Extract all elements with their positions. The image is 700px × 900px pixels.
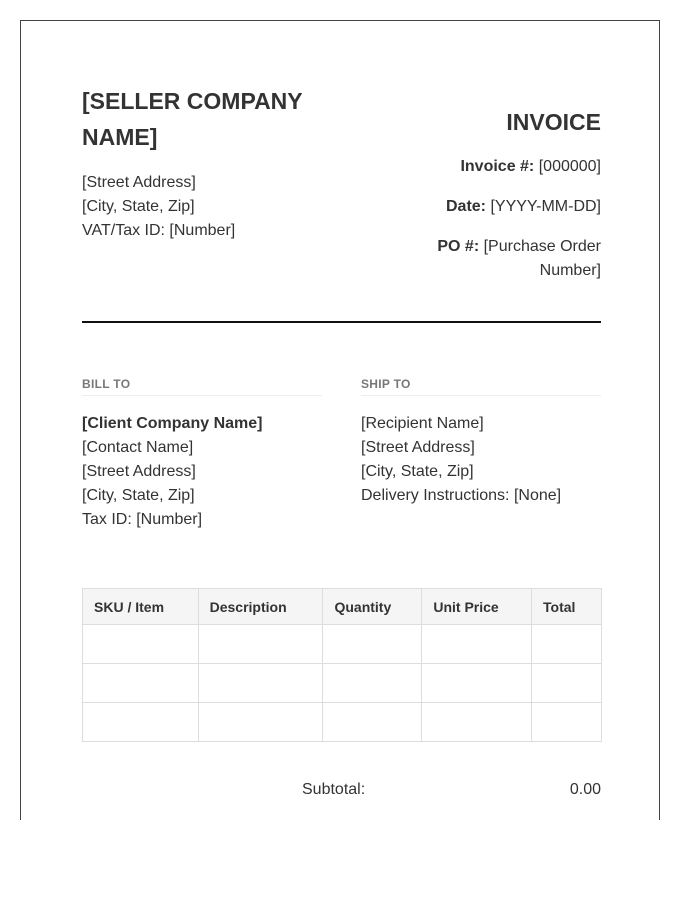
invoice-number-label: Invoice #: xyxy=(460,158,535,175)
invoice-date-label: Date: xyxy=(446,198,487,215)
ship-to-block xyxy=(361,377,601,532)
table-cell[interactable] xyxy=(323,664,422,703)
invoice-content xyxy=(82,83,601,802)
column-header-total: Total xyxy=(532,589,602,625)
column-header-unit-price: Unit Price xyxy=(422,589,532,625)
column-header-sku: SKU / Item xyxy=(83,589,199,625)
ship-to-heading: SHIP TO xyxy=(361,377,601,396)
parties-section xyxy=(82,377,601,532)
bill-to-city: [City, State, Zip] xyxy=(82,487,195,504)
line-items-table xyxy=(82,588,602,742)
table-cell[interactable] xyxy=(532,664,602,703)
bill-to-street: [Street Address] xyxy=(82,463,196,480)
table-cell[interactable] xyxy=(198,703,323,742)
ship-to-street: [Street Address] xyxy=(361,439,475,456)
invoice-number-row xyxy=(401,155,601,179)
table-cell[interactable] xyxy=(198,664,323,703)
seller-block xyxy=(82,83,342,243)
subtotal-label: Subtotal: xyxy=(302,781,366,798)
column-header-quantity: Quantity xyxy=(323,589,422,625)
ship-to-instructions: Delivery Instructions: [None] xyxy=(361,487,562,504)
table-cell[interactable] xyxy=(532,703,602,742)
line-items-header-row xyxy=(83,589,602,625)
seller-street: [Street Address] xyxy=(82,174,196,191)
invoice-date-row xyxy=(401,195,601,219)
seller-company-name: [SELLER COMPANY NAME] xyxy=(82,88,303,150)
table-cell[interactable] xyxy=(83,703,199,742)
invoice-sheet xyxy=(20,20,660,820)
invoice-po-row xyxy=(401,235,601,283)
invoice-number-value: [000000] xyxy=(538,158,601,175)
invoice-po-label: PO #: xyxy=(437,238,480,255)
table-cell[interactable] xyxy=(323,625,422,664)
seller-address xyxy=(82,171,342,243)
invoice-meta-block xyxy=(401,83,601,283)
bill-to-tax: Tax ID: [Number] xyxy=(82,511,203,528)
table-cell[interactable] xyxy=(422,625,532,664)
table-row xyxy=(83,625,602,664)
ship-to-lines xyxy=(361,412,601,508)
invoice-title: INVOICE xyxy=(506,109,601,135)
subtotal-value: 0.00 xyxy=(569,781,601,798)
ship-to-recipient: [Recipient Name] xyxy=(361,415,484,432)
seller-city: [City, State, Zip] xyxy=(82,198,195,215)
totals-section xyxy=(82,778,601,802)
table-cell[interactable] xyxy=(422,664,532,703)
column-header-description: Description xyxy=(198,589,323,625)
table-cell[interactable] xyxy=(422,703,532,742)
table-cell[interactable] xyxy=(323,703,422,742)
line-items-body xyxy=(83,625,602,742)
table-row xyxy=(83,664,602,703)
table-cell[interactable] xyxy=(532,625,602,664)
bill-to-contact: [Contact Name] xyxy=(82,439,194,456)
invoice-meta xyxy=(401,155,601,283)
table-cell[interactable] xyxy=(83,625,199,664)
table-cell[interactable] xyxy=(83,664,199,703)
invoice-date-value: [YYYY-MM-DD] xyxy=(490,198,601,215)
invoice-po-value: [Purchase Order Number] xyxy=(483,238,601,279)
seller-vat: VAT/Tax ID: [Number] xyxy=(82,222,236,239)
bill-to-block xyxy=(82,377,322,532)
bill-to-lines xyxy=(82,412,322,532)
header-divider xyxy=(82,321,601,323)
table-cell[interactable] xyxy=(198,625,323,664)
invoice-header xyxy=(82,83,601,321)
line-items-header xyxy=(83,589,602,625)
bill-to-heading: BILL TO xyxy=(82,377,322,396)
bill-to-company: [Client Company Name] xyxy=(82,415,263,432)
ship-to-city: [City, State, Zip] xyxy=(361,463,474,480)
table-row xyxy=(83,703,602,742)
